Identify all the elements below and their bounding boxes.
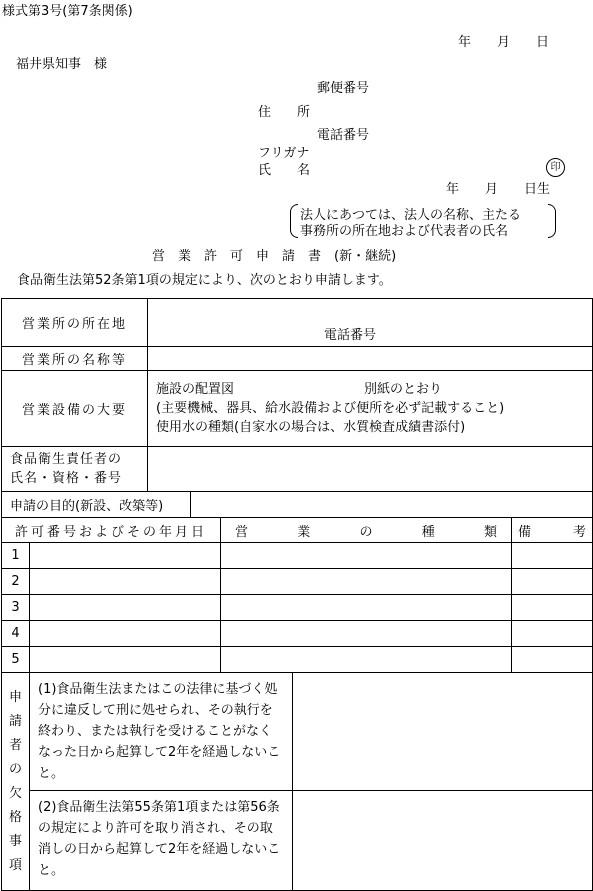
birth-date-label: 年 月 日生: [446, 182, 551, 197]
equipment-line1: 施設の配置図 別紙のとおり: [156, 382, 443, 397]
equipment-line2: (主要機械、器具、給水設備および便所を必ず記載すること): [156, 401, 505, 416]
permit-number-cell[interactable]: [30, 621, 221, 647]
notes-header: [512, 518, 593, 543]
notes-char: 備: [518, 524, 532, 540]
label-char: 欠: [8, 785, 22, 801]
purpose-field[interactable]: [190, 492, 592, 517]
row-number: 4: [2, 621, 30, 647]
row-number: 5: [2, 647, 30, 673]
equipment-line3: 使用水の種類(自家水の場合は、水質検査成績書添付): [156, 420, 466, 435]
left-bracket: [290, 204, 298, 238]
location-field[interactable]: [148, 299, 593, 347]
purpose-row: [2, 492, 593, 518]
label-char: 者: [8, 737, 22, 753]
disqualification-answer-1[interactable]: [293, 673, 593, 791]
corporation-note-line1: 法人にあつては、法人の名称、主たる: [300, 208, 522, 223]
label-char: 項: [8, 857, 22, 873]
permit-row: [2, 543, 593, 569]
permits-section: [2, 518, 593, 673]
disqualification-item-2: (2)食品衛生法第55条第1項または第56条の規定により許可を取り消され、その取消しの日から起算して2年を経過しないこと。: [30, 791, 293, 891]
permit-number-cell[interactable]: [30, 595, 221, 621]
label-char: 請: [8, 713, 22, 729]
location-label: 営業所の所在地: [2, 299, 148, 347]
business-type-cell[interactable]: [221, 543, 512, 569]
purpose-label: 申請の目的(新設、改築等): [2, 492, 190, 517]
business-type-cell[interactable]: [221, 595, 512, 621]
permit-number-cell[interactable]: [30, 569, 221, 595]
business-type-cell[interactable]: [221, 569, 512, 595]
form-number: 様式第3号(第7条関係): [2, 4, 133, 19]
permit-row: [2, 595, 593, 621]
type-char: 業: [297, 524, 311, 540]
right-bracket: [548, 204, 556, 238]
phone-label: 電話番号: [317, 128, 370, 143]
permit-row: [2, 647, 593, 673]
notes-cell[interactable]: [512, 647, 593, 673]
manager-label: [2, 447, 148, 492]
furigana-label: フリガナ: [258, 146, 310, 161]
name-label: 氏 名: [258, 163, 311, 178]
permit-number-cell[interactable]: [30, 543, 221, 569]
corporation-note-line2: 事務所の所在地および代表者の氏名: [300, 224, 509, 239]
permit-row: [2, 621, 593, 647]
page-title: 営 業 許 可 申 請 書 (新・継続): [152, 249, 397, 264]
disqualification-answer-2[interactable]: [293, 791, 593, 891]
type-char: 営: [235, 524, 249, 540]
postal-code-label: 郵便番号: [317, 81, 370, 96]
equipment-field[interactable]: [148, 371, 593, 447]
permit-number-cell[interactable]: [30, 647, 221, 673]
business-type-header: [221, 518, 512, 543]
notes-cell[interactable]: [512, 543, 593, 569]
addressee: 福井県知事 様: [16, 57, 108, 72]
intro-text: 食品衛生法第52条第1項の規定により、次のとおり申請します。: [17, 273, 392, 288]
notes-cell[interactable]: [512, 569, 593, 595]
name-row: [2, 347, 593, 371]
address-label: 住 所: [258, 105, 311, 120]
business-name-field[interactable]: [148, 347, 593, 371]
manager-label-line2: 氏名・資格・番号: [10, 471, 123, 486]
type-char: 種: [421, 524, 435, 540]
row-number: 3: [2, 595, 30, 621]
label-char: の: [8, 761, 22, 777]
disqualification-label: [2, 673, 30, 891]
label-char: 事: [8, 833, 22, 849]
location-row: [2, 299, 593, 347]
equipment-row: [2, 371, 593, 447]
business-name-label: 営業所の名称等: [2, 347, 148, 371]
notes-char: 考: [573, 524, 587, 540]
label-char: 格: [8, 809, 22, 825]
manager-row: [2, 447, 593, 492]
type-char: の: [359, 524, 373, 540]
business-type-cell[interactable]: [221, 621, 512, 647]
notes-cell[interactable]: [512, 621, 593, 647]
disqualification-item-1: (1)食品衛生法またはこの法律に基づく処分に違反して刑に処せられ、その執行を終わり、または執行を受けることがなくなった日から起算して2年を経過しないこと。: [30, 673, 293, 791]
seal-mark: 印: [546, 158, 565, 177]
corporation-note: [290, 204, 556, 238]
disqualification-section: [2, 673, 593, 891]
manager-field[interactable]: [148, 447, 593, 492]
notes-cell[interactable]: [512, 595, 593, 621]
permit-number-header: 許可番号およびその年月日: [2, 518, 221, 543]
business-type-cell[interactable]: [221, 647, 512, 673]
type-char: 類: [483, 524, 497, 540]
label-char: 申: [8, 689, 22, 705]
row-number: 1: [2, 543, 30, 569]
application-table: [1, 298, 593, 891]
location-phone-label: 電話番号: [324, 328, 377, 343]
date-line: 年 月 日: [458, 35, 550, 50]
permit-row: [2, 569, 593, 595]
equipment-label: 営業設備の大要: [2, 371, 148, 447]
row-number: 2: [2, 569, 30, 595]
manager-label-line1: 食品衛生責任者の: [10, 452, 123, 467]
